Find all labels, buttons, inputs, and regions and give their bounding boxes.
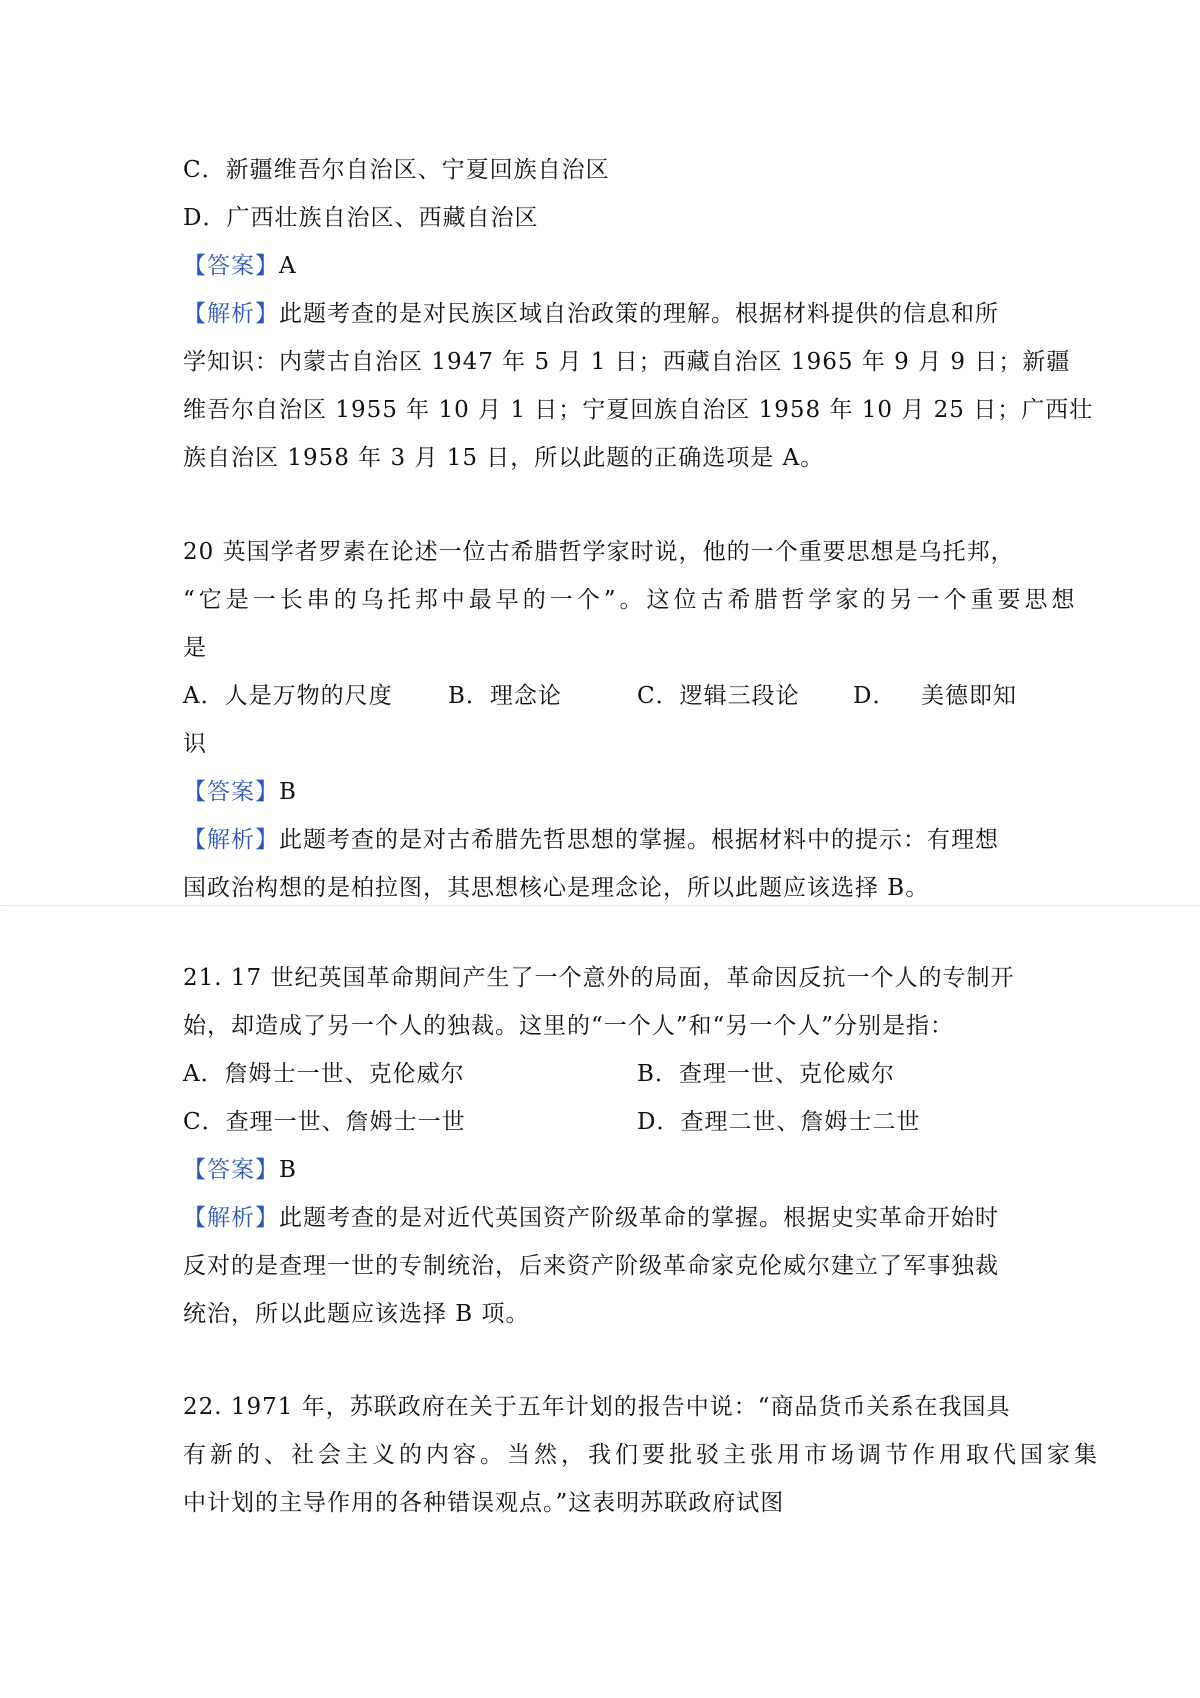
answer-value: B	[279, 1157, 297, 1183]
q19-analysis-line-1	[183, 299, 1023, 329]
q19-option-d: D．广西壮族自治区、西藏自治区	[183, 205, 539, 231]
analysis-text: 此题考查的是对古希腊先哲思想的掌握。根据材料中的提示：有理想	[279, 827, 999, 853]
q19-analysis-line-2: 学知识：内蒙古自治区 1947 年 5 月 1 日；西藏自治区 1965 年 9 月 9 日；新疆	[183, 349, 1071, 375]
q19-analysis-line-4: 族自治区 1958 年 3 月 15 日，所以此题的正确选项是 A。	[183, 445, 825, 471]
q20-answer	[183, 777, 1023, 807]
analysis-text: 此题考查的是对近代英国资产阶级革命的掌握。根据史实革命开始时	[279, 1205, 999, 1231]
q20-analysis-line-2: 国政治构想的是柏拉图，其思想核心是理念论，所以此题应该选择 B。	[183, 875, 930, 901]
page-divider	[0, 905, 1200, 906]
q21-answer	[183, 1155, 1023, 1185]
q20-analysis-line-1	[183, 825, 1023, 855]
analysis-tag: 【解析】	[183, 301, 279, 327]
q19-option-c: C．新疆维吾尔自治区、宁夏回族自治区	[183, 157, 610, 183]
analysis-text: 此题考查的是对民族区域自治政策的理解。根据材料提供的信息和所	[279, 301, 999, 327]
q22-stem-line-1: 22. 1971 年，苏联政府在关于五年计划的报告中说：“商品货币关系在我国具	[183, 1394, 1011, 1420]
answer-tag: 【答案】	[183, 253, 279, 279]
q19-answer	[183, 251, 1023, 281]
q20-stem-line-2: “它是一长串的乌托邦中最早的一个”。这位古希腊哲学家的另一个重要思想	[183, 587, 1079, 613]
q20-option-b: B．理念论	[448, 683, 562, 709]
q22-stem-line-2: 有新的、社会主义的内容。当然，我们要批驳主张用市场调节作用取代国家集	[183, 1442, 1101, 1468]
q21-option-a: A．詹姆士一世、克伦威尔	[183, 1061, 465, 1087]
answer-value: A	[279, 253, 297, 279]
analysis-tag: 【解析】	[183, 827, 279, 853]
answer-value: B	[279, 779, 297, 805]
q20-stem-line-1: 20 英国学者罗素在论述一位古希腊哲学家时说，他的一个重要思想是乌托邦，	[183, 539, 1015, 565]
q20-option-a: A．人是万物的尺度	[183, 683, 393, 709]
q20-option-c: C．逻辑三段论	[637, 683, 800, 709]
q21-analysis-line-3: 统治，所以此题应该选择 B 项。	[183, 1301, 530, 1327]
answer-tag: 【答案】	[183, 1157, 279, 1183]
q21-option-c: C．查理一世、詹姆士一世	[183, 1109, 466, 1135]
q20-option-wrap: 识	[183, 731, 207, 757]
q20-option-d-label: D．	[853, 683, 897, 709]
analysis-tag: 【解析】	[183, 1205, 279, 1231]
q19-analysis-line-3: 维吾尔自治区 1955 年 10 月 1 日；宁夏回族自治区 1958 年 10 月 25 日；广西壮	[183, 397, 1094, 423]
q21-option-b: B．查理一世、克伦威尔	[637, 1061, 895, 1087]
q21-stem-line-1: 21. 17 世纪英国革命期间产生了一个意外的局面，革命因反抗一个人的专制开	[183, 965, 1015, 991]
q21-option-d: D．查理二世、詹姆士二世	[637, 1109, 921, 1135]
q21-analysis-line-2: 反对的是查理一世的专制统治，后来资产阶级革命家克伦威尔建立了军事独裁	[183, 1253, 999, 1279]
answer-tag: 【答案】	[183, 779, 279, 805]
q20-stem-line-3: 是	[183, 635, 207, 661]
q21-stem-line-2: 始，却造成了另一个人的独裁。这里的“一个人”和“另一个人”分别是指：	[183, 1013, 955, 1039]
q22-stem-line-3: 中计划的主导作用的各种错误观点。”这表明苏联政府试图	[183, 1490, 785, 1516]
q20-option-d-text: 美德即知	[921, 683, 1017, 709]
q21-analysis-line-1	[183, 1203, 1023, 1233]
